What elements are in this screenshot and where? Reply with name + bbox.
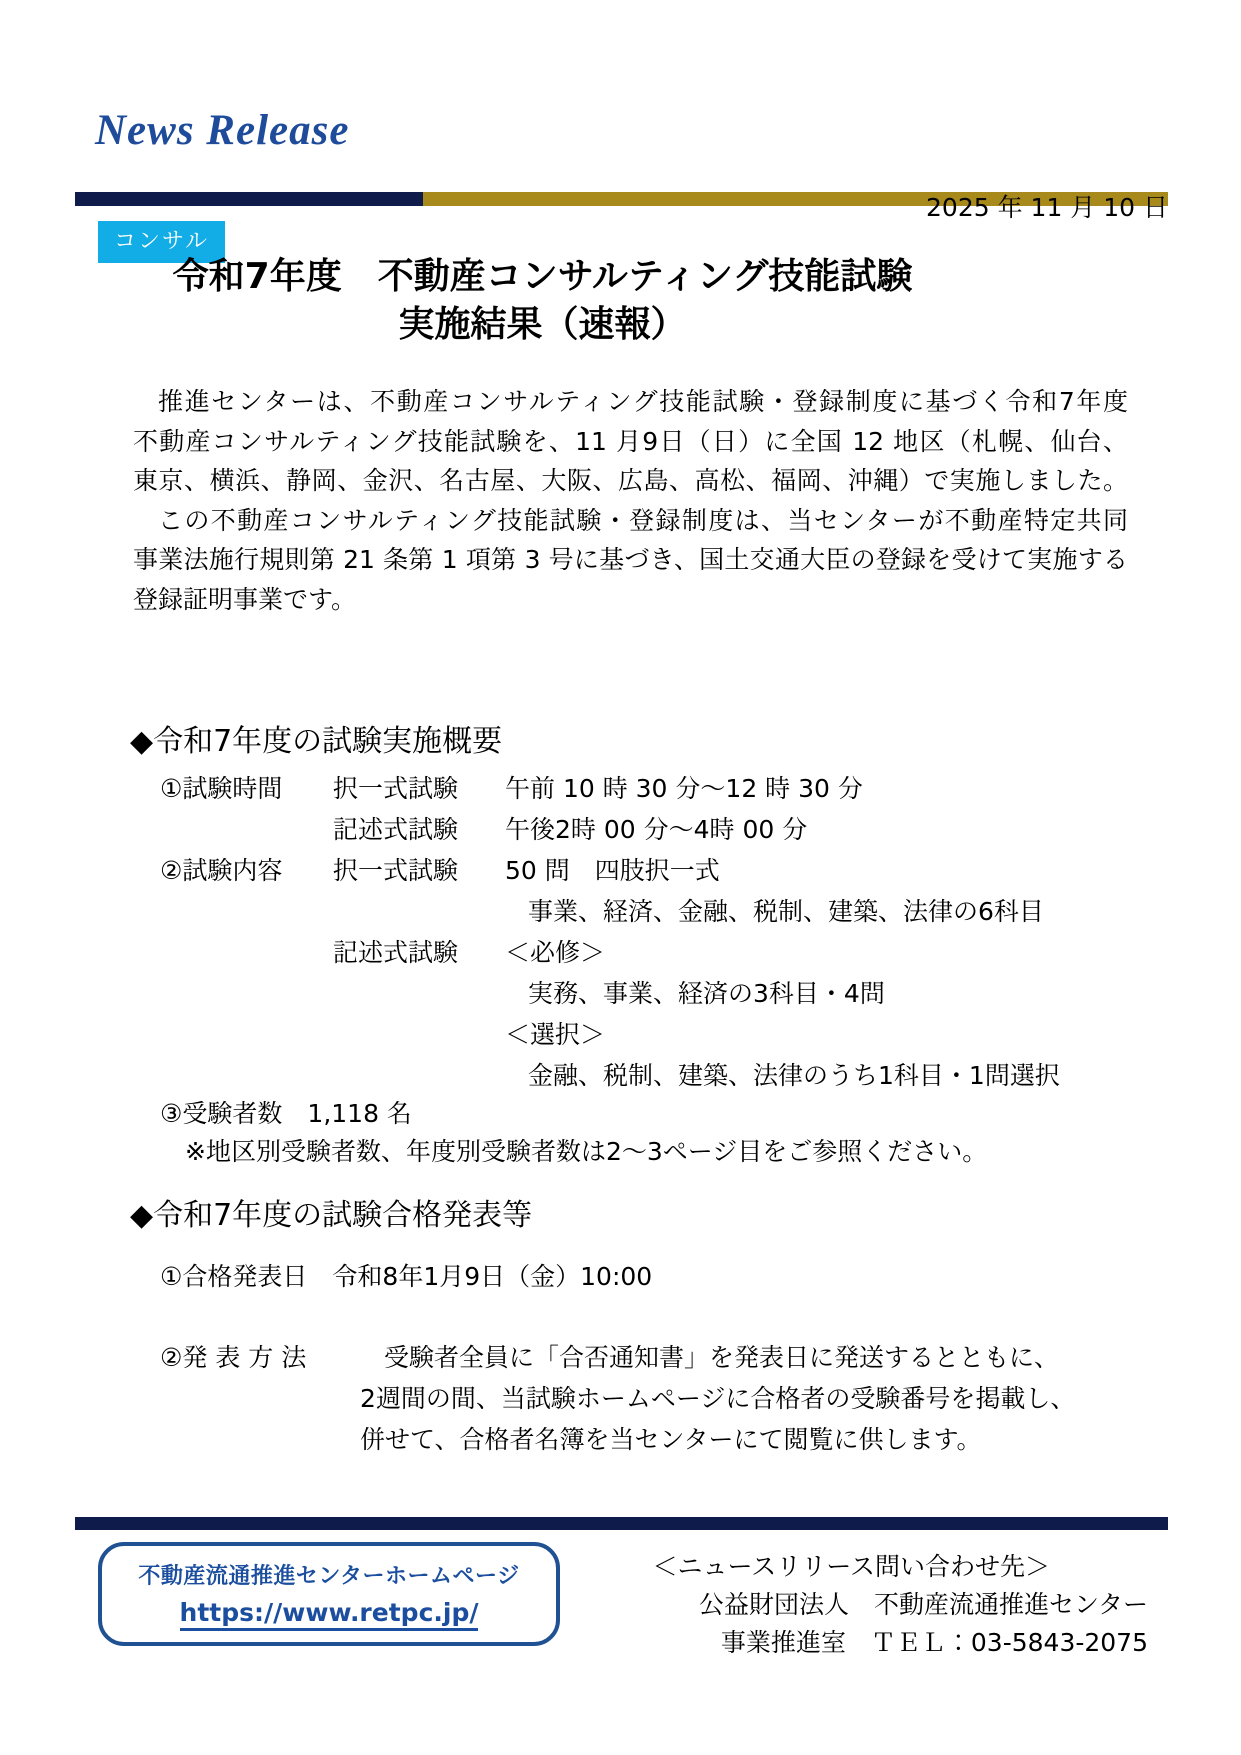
row-value: 事業、経済、金融、税制、建築、法律の6科目 xyxy=(528,897,1044,926)
overview-row-elective-label xyxy=(0,1014,1241,1055)
homepage-box-title: 不動産流通推進センターホームページ xyxy=(138,1564,520,1589)
overview-row-required xyxy=(0,973,1241,1014)
row-value: 金融、税制、建築、法律のうち1科目・1問選択 xyxy=(528,1061,1060,1090)
row-label: ①試験時間 xyxy=(160,774,283,803)
homepage-link[interactable]: https://www.retpc.jp/ xyxy=(180,1598,479,1631)
intro-line: 東京、横浜、静岡、金沢、名古屋、大阪、広島、高松、福岡、沖縄）で実施しました。 xyxy=(133,466,1128,495)
overview-row-exam-time2 xyxy=(0,809,1241,850)
row-sublabel: 択一式試験 xyxy=(333,856,459,885)
overview-row-subjects xyxy=(0,891,1241,932)
row-value: 併せて、合格者名簿を当センターにて閲覧に供します。 xyxy=(360,1425,982,1454)
row-value: 2週間の間、当試験ホームページに合格者の受験番号を掲載し、 xyxy=(360,1384,1076,1413)
contact-dept: 事業推進室 ＴＥＬ：03-5843-2075 xyxy=(720,1628,1148,1657)
row-sublabel: 記述式試験 xyxy=(333,938,459,967)
row-value: 受験者全員に「合否通知書」を発表日に発送するとともに、 xyxy=(384,1343,1060,1372)
intro-paragraph xyxy=(133,382,1128,619)
contact-org: 公益財団法人 不動産流通推進センター xyxy=(698,1590,1148,1619)
contact-block xyxy=(652,1548,1148,1662)
category-badge: コンサル xyxy=(98,221,225,263)
overview-row-elective xyxy=(0,1055,1241,1096)
document-title xyxy=(75,253,1010,349)
overview-note xyxy=(0,1131,1241,1172)
document-title-line1: 令和7年度 不動産コンサルティング技能試験 xyxy=(172,256,913,297)
row-value: 50 問 四肢択一式 xyxy=(505,856,720,885)
announce-row-method3 xyxy=(0,1419,1241,1460)
intro-line: 不動産コンサルティング技能試験を、11 月9日（日）に全国 12 地区（札幌、仙台、 xyxy=(133,426,1128,456)
intro-line: この不動産コンサルティング技能試験・登録制度は、当センターが不動産特定共同 xyxy=(158,505,1128,535)
document-title-line2: 実施結果（速報） xyxy=(398,304,687,345)
row-value: ＜選択＞ xyxy=(505,1020,606,1049)
row-label: ①合格発表日 令和8年1月9日（金）10:00 xyxy=(160,1262,653,1291)
row-label: ②発 表 方 法 xyxy=(160,1343,307,1372)
divider-navy-segment xyxy=(75,192,423,206)
intro-line: 推進センターは、不動産コンサルティング技能試験・登録制度に基づく令和7年度 xyxy=(158,387,1128,416)
news-release-logo: News Release xyxy=(95,107,350,154)
intro-line: 登録証明事業です。 xyxy=(133,584,357,614)
row-label: ②試験内容 xyxy=(160,856,283,885)
overview-row-exam-time xyxy=(0,768,1241,809)
announce-row-method2 xyxy=(0,1378,1241,1419)
row-value: 午後2時 00 分～4時 00 分 xyxy=(505,815,808,844)
homepage-box xyxy=(98,1542,560,1646)
overview-row-examinees xyxy=(0,1093,1241,1134)
contact-heading: ＜ニュースリリース問い合わせ先＞ xyxy=(652,1552,1050,1581)
overview-row-written xyxy=(0,932,1241,973)
row-value: 午前 10 時 30 分～12 時 30 分 xyxy=(505,774,863,803)
footer-divider xyxy=(75,1517,1168,1530)
row-value: 実務、事業、経済の3科目・4問 xyxy=(528,979,885,1008)
row-sublabel: 択一式試験 xyxy=(333,774,459,803)
intro-line: 事業法施行規則第 21 条第 1 項第 3 号に基づき、国土交通大臣の登録を受けて実施する xyxy=(133,545,1128,574)
section-heading-overview: ◆令和7年度の試験実施概要 xyxy=(130,724,503,759)
row-value: ＜必修＞ xyxy=(505,938,606,967)
overview-row-exam-content xyxy=(0,850,1241,891)
announce-row-date xyxy=(0,1256,1241,1297)
row-sublabel: 記述式試験 xyxy=(333,815,459,844)
note-text: ※地区別受験者数、年度別受験者数は2～3ページ目をご参照ください。 xyxy=(185,1137,988,1166)
section-heading-announcement: ◆令和7年度の試験合格発表等 xyxy=(130,1198,533,1233)
announce-row-method xyxy=(0,1337,1241,1378)
row-label: ③受験者数 1,118 名 xyxy=(160,1099,412,1128)
release-date: 2025 年 11 月 10 日 xyxy=(926,193,1168,222)
